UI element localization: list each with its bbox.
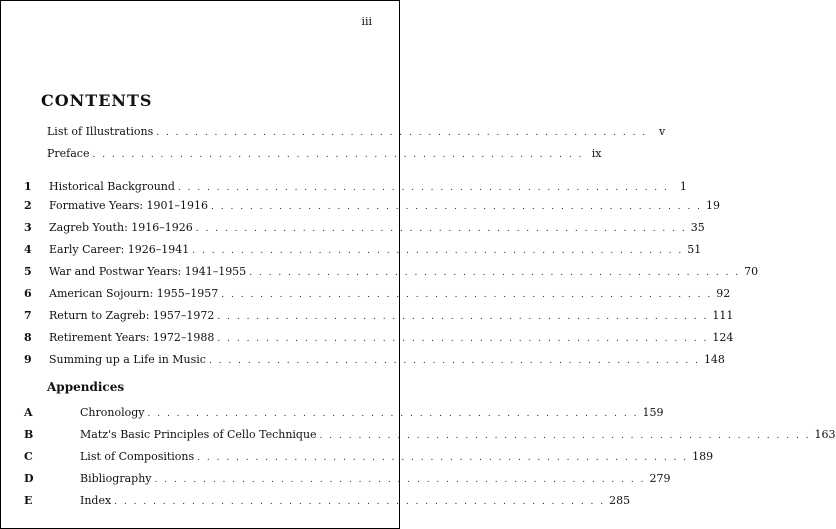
toc-page: 124 [712, 331, 734, 344]
toc-entry-appendix [1, 472, 671, 488]
chapter-number: 7 [24, 309, 32, 322]
chapter-number: 8 [24, 331, 32, 344]
toc-page: 1 [679, 180, 687, 193]
toc-entry-chapter [1, 309, 734, 325]
toc-page: 19 [705, 199, 720, 212]
appendix-letter: B [24, 428, 34, 441]
toc-page: ix [591, 147, 602, 160]
leader-dots: . . . . . . . . . . . . . . . . . . . . . . . . . . . . . . . . . . . . . . . . . . . . . . . . . . . [92, 150, 584, 160]
appendix-letter: C [24, 450, 33, 463]
appendix-letter: A [24, 406, 33, 419]
toc-label: Summing up a Life in Music [49, 353, 206, 366]
chapter-number: 1 [24, 180, 32, 193]
toc-label: Bibliography [80, 472, 152, 485]
toc-row [49, 180, 687, 193]
toc-label: Retirement Years: 1972–1988 [49, 331, 215, 344]
chapter-number: 5 [24, 265, 32, 278]
toc-page: 111 [712, 309, 734, 322]
toc-entry-appendix [1, 406, 664, 422]
toc-label: Historical Background [49, 180, 175, 193]
leader-dots: . . . . . . . . . . . . . . . . . . . . . . . . . . . . . . . . . . . . . . . . . . . . . . . . . . . [114, 497, 606, 507]
toc-row [49, 199, 720, 212]
leader-dots: . . . . . . . . . . . . . . . . . . . . . . . . . . . . . . . . . . . . . . . . . . . . . . . . . . . [195, 224, 687, 234]
toc-label: Index [80, 494, 112, 507]
toc-row [80, 494, 631, 507]
toc-entry-chapter [1, 287, 731, 303]
leader-dots: . . . . . . . . . . . . . . . . . . . . . . . . . . . . . . . . . . . . . . . . . . . . . . . . . . . [192, 246, 684, 256]
toc-entry-appendix [1, 428, 836, 444]
chapter-number: 9 [24, 353, 32, 366]
toc-page: 159 [642, 406, 664, 419]
toc-row [80, 472, 671, 485]
toc-row [49, 243, 702, 256]
toc-row [80, 428, 836, 441]
chapter-number: 2 [24, 199, 32, 212]
page-title: CONTENTS [41, 91, 153, 110]
toc-label: American Sojourn: 1955–1957 [49, 287, 219, 300]
toc-label: War and Postwar Years: 1941–1955 [49, 265, 247, 278]
toc-entry-chapter [1, 221, 705, 237]
toc-entry-appendix [1, 494, 631, 510]
leader-dots: . . . . . . . . . . . . . . . . . . . . . . . . . . . . . . . . . . . . . . . . . . . . . . . . . . . [211, 202, 702, 212]
leader-dots: . . . . . . . . . . . . . . . . . . . . . . . . . . . . . . . . . . . . . . . . . . . . . . . . . . . [208, 356, 700, 366]
toc-row [47, 147, 602, 160]
toc-label: Matz's Basic Principles of Cello Technique [80, 428, 317, 441]
toc-entry-chapter [1, 353, 725, 369]
toc-page: 285 [609, 494, 631, 507]
toc-label: List of Compositions [80, 450, 195, 463]
toc-page: 70 [744, 265, 759, 278]
toc-label: List of Illustrations [47, 125, 154, 138]
toc-page: 35 [690, 221, 705, 234]
leader-dots: . . . . . . . . . . . . . . . . . . . . . . . . . . . . . . . . . . . . . . . . . . . . . . . . . . . [197, 453, 689, 463]
leader-dots: . . . . . . . . . . . . . . . . . . . . . . . . . . . . . . . . . . . . . . . . . . . . . . . . . . . [217, 334, 709, 344]
leader-dots: . . . . . . . . . . . . . . . . . . . . . . . . . . . . . . . . . . . . . . . . . . . . . . . . . . . [217, 312, 709, 322]
chapter-number: 4 [24, 243, 32, 256]
page-number: iii [361, 15, 372, 28]
toc-entry-chapter [1, 331, 734, 347]
toc-entry-list-of-illustrations [1, 125, 666, 141]
toc-row [49, 221, 705, 234]
toc-page: 92 [716, 287, 731, 300]
chapter-number: 6 [24, 287, 32, 300]
toc-page: 51 [687, 243, 702, 256]
toc-row [49, 265, 759, 278]
leader-dots: . . . . . . . . . . . . . . . . . . . . . . . . . . . . . . . . . . . . . . . . . . . . . . . . . . . [177, 183, 669, 193]
toc-entry-chapter [1, 180, 687, 196]
toc-row [47, 125, 666, 138]
toc-page: v [658, 125, 666, 138]
toc-row [49, 331, 734, 344]
toc-page: 163 [814, 428, 836, 441]
toc-row [49, 287, 731, 300]
leader-dots: . . . . . . . . . . . . . . . . . . . . . . . . . . . . . . . . . . . . . . . . . . . . . . . . . . . [147, 409, 639, 419]
toc-row [80, 406, 664, 419]
leader-dots: . . . . . . . . . . . . . . . . . . . . . . . . . . . . . . . . . . . . . . . . . . . . . . . . . . . [156, 128, 648, 138]
chapter-number: 3 [24, 221, 32, 234]
appendices-heading: Appendices [47, 380, 125, 394]
toc-row [49, 309, 734, 322]
appendix-letter: D [24, 472, 34, 485]
toc-label: Formative Years: 1901–1916 [49, 199, 209, 212]
toc-row [49, 353, 725, 366]
toc-label: Return to Zagreb: 1957–1972 [49, 309, 215, 322]
toc-entry-appendix [1, 450, 714, 466]
toc-page: 189 [692, 450, 714, 463]
toc-entry-chapter [1, 199, 720, 215]
toc-entry-preface [1, 147, 602, 163]
toc-label: Chronology [80, 406, 145, 419]
toc-row [80, 450, 714, 463]
toc-entry-chapter [1, 265, 759, 281]
leader-dots: . . . . . . . . . . . . . . . . . . . . . . . . . . . . . . . . . . . . . . . . . . . . . . . . . . . [249, 268, 741, 278]
toc-page: 279 [649, 472, 671, 485]
toc-label: Preface [47, 147, 90, 160]
toc-label: Early Career: 1926–1941 [49, 243, 190, 256]
leader-dots: . . . . . . . . . . . . . . . . . . . . . . . . . . . . . . . . . . . . . . . . . . . . . . . . . . . [319, 431, 811, 441]
leader-dots: . . . . . . . . . . . . . . . . . . . . . . . . . . . . . . . . . . . . . . . . . . . . . . . . . . . [154, 475, 646, 485]
appendix-letter: E [24, 494, 33, 507]
leader-dots: . . . . . . . . . . . . . . . . . . . . . . . . . . . . . . . . . . . . . . . . . . . . . . . . . . . [221, 290, 713, 300]
toc-page: 148 [703, 353, 725, 366]
toc-entry-chapter [1, 243, 702, 259]
toc-label: Zagreb Youth: 1916–1926 [49, 221, 193, 234]
